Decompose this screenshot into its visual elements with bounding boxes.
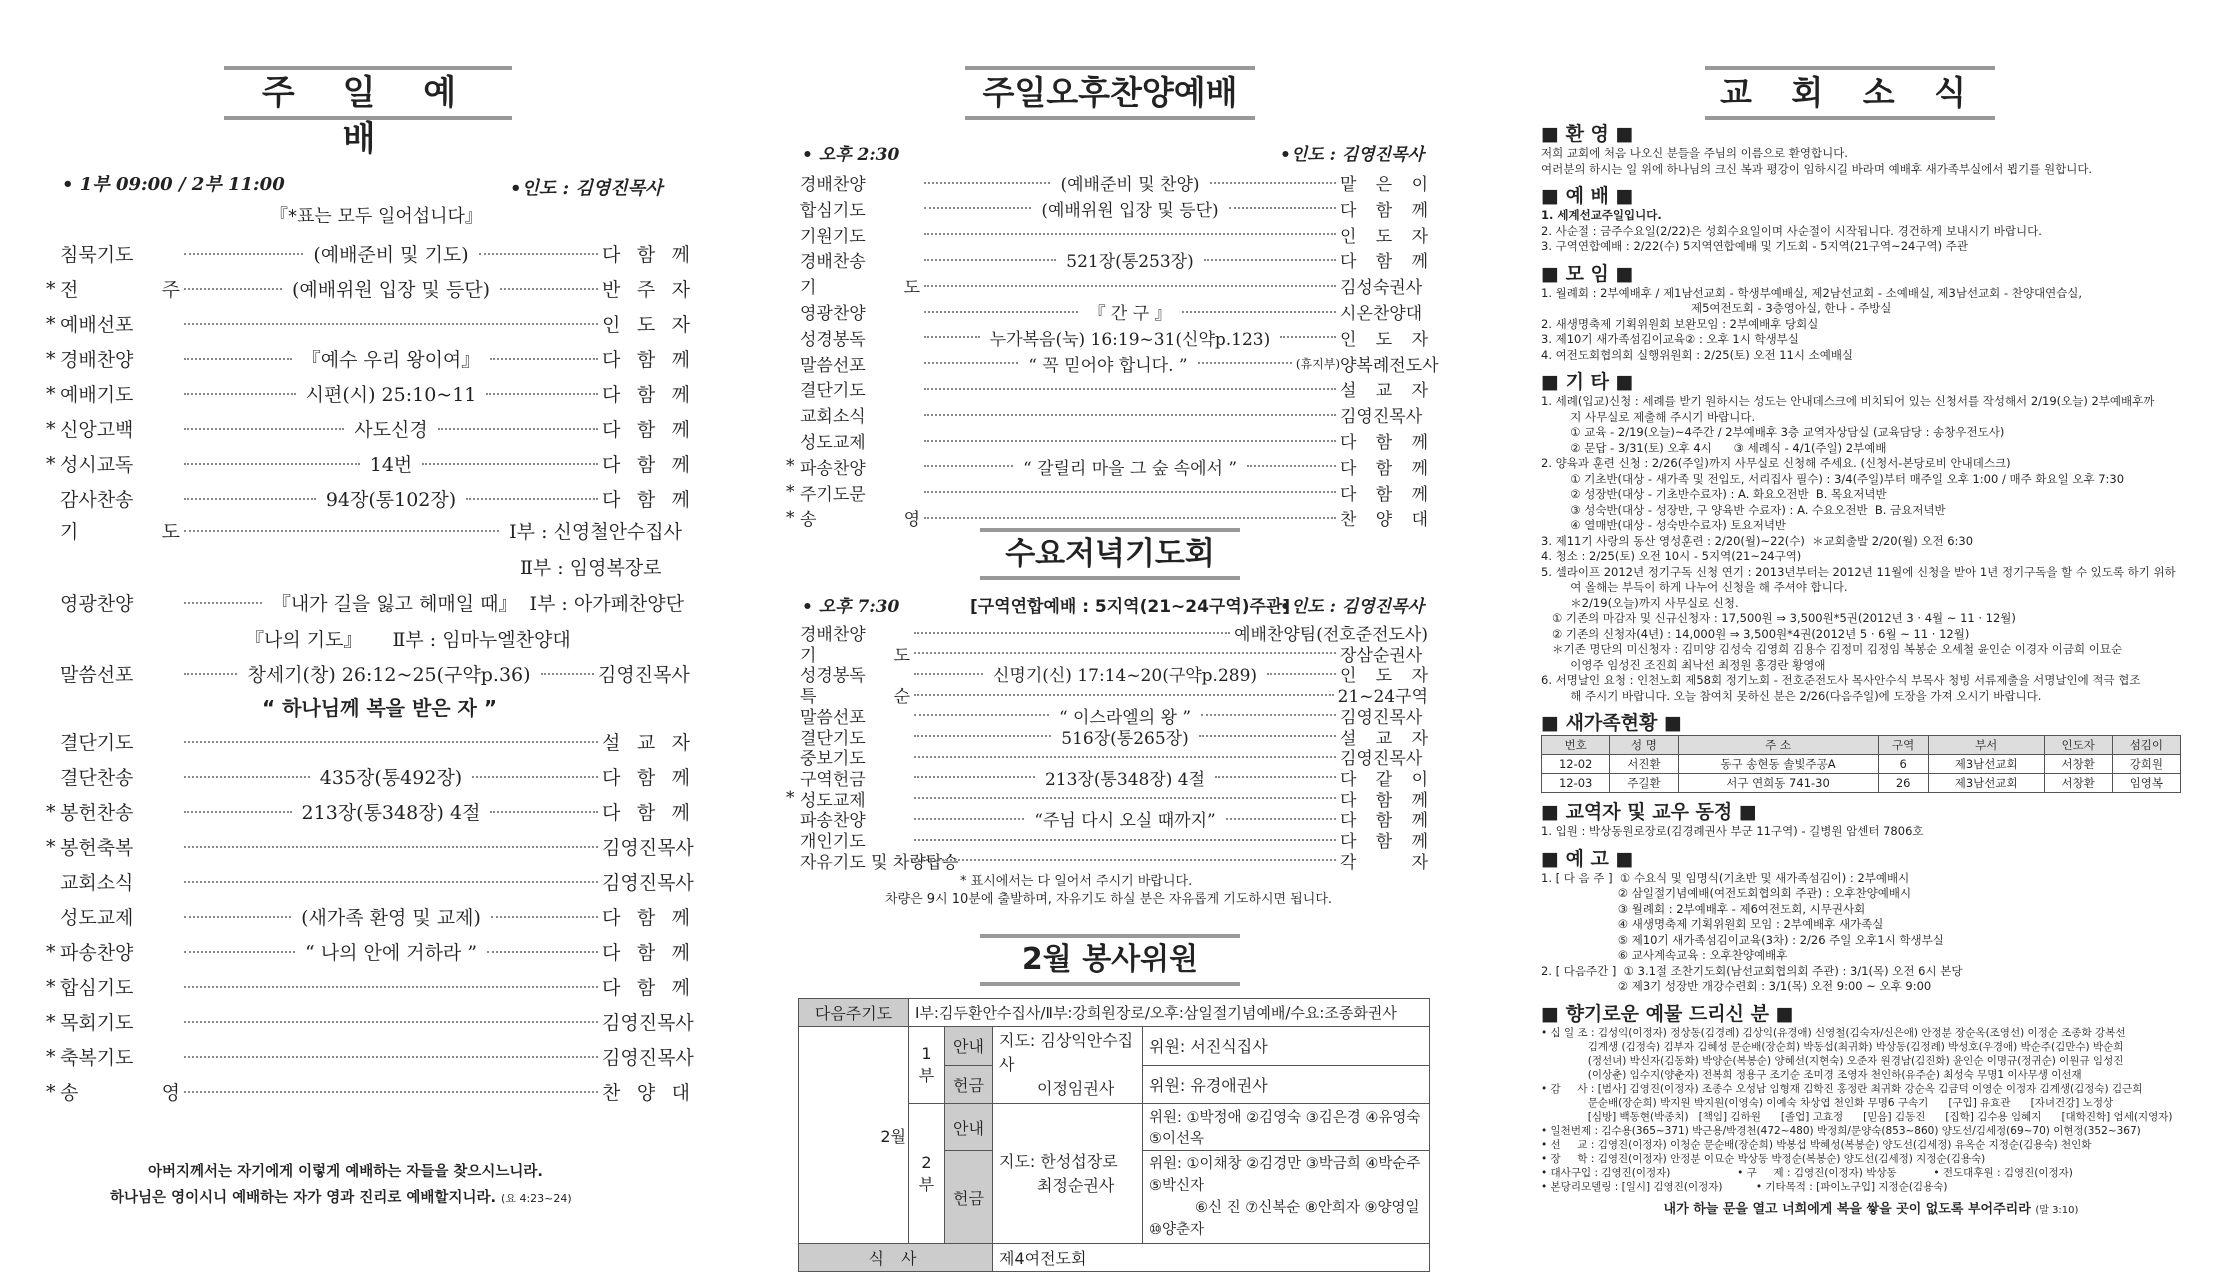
list-item: 1. 세례(입교)신청 : 세례를 받기 원하시는 성도는 안내데스크에 비치되어 있는 신청서를 작성해서 2/19(오늘) 2부예배후까 (1541, 394, 2155, 408)
list-item: • 장 학 : 김영진(이정자) 안정분 이묘순 박상동 박정순(복봉순) 양도선(김세정) 지정순(김용숙) (1541, 1152, 1986, 1165)
list-item: ② 문답 - 3/31(토) 오후 4시 ③ 세례식 - 4/1(주일) 2부예배 (1541, 440, 1887, 455)
afternoon-leader: •인도 : 김영진목사 (1280, 145, 1424, 165)
order-row: * 전 주 (예배위원 입장 및 등단) 반 주 자 (46, 277, 691, 301)
stand-mark: * (46, 1010, 56, 1033)
order-row-sermon: 말씀선포 창세기(창) 26:12~25(구약p.36) 김영진목사 (60, 664, 690, 686)
table-cell: 서창환 (2044, 774, 2112, 793)
order-row: 결단기도 설 교 자 (60, 732, 690, 754)
wednesday-note-1: * 표시에서는 다 일어서 주시기 바랍니다. (960, 874, 1193, 889)
column-header: 섬김이 (2112, 736, 2180, 755)
list-item: ② 삼일절기념예배(여전도회협의회 주관) : 오후찬양예배시 (1541, 886, 1912, 900)
list-item: • 일천번제 : 김수용(365~371) 박근용/박경천(472~480) 박정희/문양숙(853~860) 양도선/김세정(69~70) 이현정(352~367) (1541, 1124, 2141, 1137)
table-header (1542, 736, 2181, 755)
list-item: [심방] 백동현(박종치) [책임] 김하원 [졸업] 고효정 [믿음] 김동진 [집학] 김수용 임혜지 [대학진학] 엄세(지영자) (1541, 1110, 2173, 1123)
table-cell: 서구 연희동 741-30 (1678, 774, 1878, 793)
column-header: 구역 (1878, 736, 1928, 755)
news-body: ■ 환 영 ■ 저희 교회에 처음 나오신 분들을 주님의 이름으로 환영합니다. 여러분의 하시는 일 위에 하나님의 크신 복과 평강이 임하시길 바라며 예배후 새가족부실에서 뵙기를 원합니다. ■ 예 배 ■ 1. 세계선교주일입니다. 2. 사순절 : 금주수요일(2/22)은 성회수요일이며 사순절이 시작됩니다. 경건하게 보내시기 바랍니다. 3. 구역연합예배 : 2/22(수) 5지역연합예배 및 기도회 - 5지역(21구역~24구역) 주관 ■ 모 임 ■ 1. 월례회 : 2부예배후 / 제1남선교회 - 학생부예배실, 제2남선교회 - 소예배실, 제3남선교회 - 찬양대연습실, 제5여전도회 - 3층영아실, 한나 - 주방실 2. 새생명축제 기획위원회 보완모임 : 2부예배후 당회실 3. 제10기 새가족섬김이교육② : 오후 1시 학생부실 4. 여전도회협의회 실행위원회 : 2/25(토) 오전 11시 소예배실 ■ 기 타 ■ 1. 세례(입교)신청 : 세례를 받기 원하시는 성도는 안내데스크에 비치되어 있는 신청서를 작성해서 2/19(오늘) 2부예배후까 지 사무실로 제출해 주시기 바랍니다. ① 교육 - 2/19(오늘)~4주간 / 2부예배후 3층 교역자상담실 (교육담당 : 송창우전도사) ② 문답 - 3/31(토) 오후 4시 ③ 세례식 - 4/1(주일) 2부예배 2. 양육과 훈련 신청 : 2/26(주일)까지 사무실로 신청해 주세요. (신청서-본당로비 안내데스크) ① 기초반(대상 - 새가족 및 전입도, 서리집사 필수) : 3/4(주일)부터 매주일 오후 1:00 / 매주 화요일 오후 7:30 ② 성장반(대상 - 기초반수료자) : A. 화요오전반 B. 목요저녁반 ③ 성숙반(대상 - 성장반, 구 양육반 수료자) : A. 수요오전반 B. 금요저녁반 ④ 열매반(대상 - 성숙반수료자) 토요저녁반 3. 제11기 사랑의 동산 영성훈련 : 2/20(월)~22(수) ＊교회출발 2/20(월) 오전 6:30 4. 청소 : 2/25(토) 오전 10시 - 5지역(21~24구역) 5. 셀라이프 2012년 정기구독 신청 연기 : 2013년부터는 2012년 11월에 신청을 받아 1년 정기구독을 할 수 있도록 하기 위하 여 올해는 부득이 하게 나누어 신청을 해 주셔야 합니다. ＊2/19(오늘)까지 사무실로 신청. ① 기존의 마감자 및 신규신청자 : 17,500원 ⇒ 3,500원*5권(2012년 3 · 4월 ~ 11 · 12월) ② 기존의 신청자(4년) : 14,000원 ⇒ 3,500원*4권(2012년 5 · 6월 ~ 11 · 12월) ＊기존 명단의 미신청자 : 김미양 김성숙 김영희 김용수 김정미 김정임 복봉순 오세철 윤인순 이경자 이금희 이묘순 이영주 임성진 조진희 최낙선 최정원 홍경란 황영애 6. 서명날인 요청 : 인천노회 제58회 정기노회 - 전호준전도사 목사안수식 부목사 청빙 서류제출을 서명날인에 적극 협조 해 주시기 바랍니다. 오늘 참여치 못하신 분은 2/26(다음주일)에 도장을 가져 오시기 바랍니다. ■ 새가족현황 ■ 번호 성 명 주 소 구역 부서 인도자 섬김이 12-02 서진환 동구 송현동 솔빛주공A 6 제3남선교회 서창환 강희원 12-03 주길환 서구 연희동 741-30 26 제3남선교회 서창환 임영복 ■ 교역자 및 교우 동정 ■ 1. 입원 : 박상동원로장로(김경례권사 부군 11구역) - 길병원 암센터 7806호 ■ 예 고 ■ 1. [ 다 음 주 ] ① 수요식 및 임명식(기초반 및 새가족섬김이) : 2부예배시 ② 삼일절기념예배(여전도회협의회 주관) : 오후찬양예배시 ③ 월례회 : 2부예배후 - 제6여전도회, 시무권사회 ④ 새생명축제 기획위원회 모임 : 2부예배후 새가족실 ⑤ 제10기 새가족섬김이교육(3차) : 2/26 주일 오후1시 학생부실 ⑥ 교사계속교육 : 오후찬양예배후 2. [ 다음주간 ] ① 3.1절 조찬기도회(남선교회협의회 주관) : 3/1(목) 오전 6시 본당 ② 제3기 성장반 개강수련회 : 3/1(목) 오전 9:00 ~ 오후 9:00 ■ 향기로운 예물 드리신 분 ■ • 십 일 조 : 김성익(이정자) 정상동(김경례) 김상익(유경애) 신영철(김숙자/신은애) 안정분 장순옥(조영선) 이정순 조종화 강복선 김계생 (김정숙) 김부자 김혜성 문순배(장순희) 박동섭(최귀화) 박상동(김정례) 박성호(우경애) 박순주(김만수) 박순희 (정선녀) 박신자(김동화) 박양순(복봉순) 양혜선(지현숙) 오준자 원경남(김진화) 윤인순 이명규(정귀순) 이원규 임성진 (이상춘) 임수지(양춘자) 전복희 정용구 조기순 조미경 조영자 천인하(유주순) 최성숙 무명1 이사무생 이선재 • 감 사 : [범사] 김영진(이정자) 조종수 오성남 임형재 김학진 홍정란 최귀화 강순옥 김금덕 이영순 이정자 김계생(김정숙) 김근희 문순배(장순희) 박지원 박지원(이영숙) 이예숙 차상엽 천인화 무명6 구속기 [구입] 유효관 [자녀건강] 노정상 [심방] 백동현(박종치) [책임] 김하원 [졸업] 고효정 [믿음] 김동진 [집학] 김수용 임혜지 [대학진학] 엄세(지영자) • 일천번제 : 김수용(365~371) 박근용/박경천(472~480) 박정희/문양숙(853~860) 양도선/김세정(69~70) 이현정(352~367) • 선 교 : 김영진(이정자) 이청순 문순배(장순희) 박봉섭 박혜성(복봉순) 양도선(김세정) 유옥순 지정순(김용숙) 천인화 • 장 학 : 김영진(이정자) 안정분 이묘순 박상동 박정순(복봉순) 양도선(김세정) 지정순(김용숙) • 대사구입 : 김영진(이정자) • 구 제 : 김영진(이정자) 박상동 • 전도대후원 : 김영진(이정자) • 본당리모델링 : [일시] 김영진(이정자) • 기타목적 : [파이노구입] 지정순(김용숙) 내가 하늘 문을 열고 너희에게 복을 쌓을 곳이 없도록 부어주리라 (말 3:10) (1541, 115, 2201, 1217)
order-row-praise: 영광찬양 『내가 길을 잃고 헤매일 때』 Ⅰ부 : 아가페찬양단 (60, 593, 684, 615)
list-item: 6. 서명날인 요청 : 인천노회 제58회 정기노회 - 전호준전도사 목사안수식 부목사 청빙 서류제출을 서명날인에 적극 협조 (1541, 673, 2141, 687)
order-row: * 파송찬양 “ 나의 안에 거하라 ” 다 함 께 (46, 940, 691, 964)
order-row: 구역헌금 213장(통348장) 4절 다 같 이 (800, 769, 1429, 790)
list-item: 4. 청소 : 2/25(토) 오전 10시 - 5지역(21~24구역) (1541, 549, 1802, 563)
afternoon-time: • 오후 2:30 (802, 145, 900, 165)
list-item: ④ 열매반(대상 - 성숙반수료자) 토요저녁반 (1541, 518, 1787, 532)
list-item: 이영주 임성진 조진희 최낙선 최정원 홍경란 황영애 (1541, 657, 1826, 672)
wednesday-note-2: 차량은 9시 10분에 출발하며, 자유기도 하실 분은 자유롭게 기도하시면 됩니다. (885, 892, 1333, 907)
table-cell: 제3남선교회 (1928, 774, 2044, 793)
list-item: 3. 제11기 사랑의 동산 영성훈련 : 2/20(월)~22(수) ＊교회출발 2/20(월) 오전 6:30 (1541, 533, 1974, 548)
church-news-title: 교 회 소 식 (1705, 66, 1995, 120)
order-row: 개인기도 다 함 께 (800, 832, 1428, 852)
stand-mark: * (786, 482, 795, 503)
column-header: 성 명 (1610, 736, 1678, 755)
order-row: 성경봉독 누가복음(눅) 16:19~31(신약p.123) 인 도 자 (800, 329, 1428, 350)
table-cell: 12-02 (1542, 755, 1610, 774)
church-news-column (1535, 0, 2215, 1240)
list-item: ③ 월례회 : 2부예배후 - 제6여전도회, 시무권사회 (1541, 901, 1866, 916)
list-item: 지 사무실로 제출해 주시기 바랍니다. (1541, 409, 1756, 424)
bible-verse-2: 하나님은 영이시니 예배하는 자가 영과 진리로 예배할지니라. (요 4:23~24) (110, 1190, 572, 1206)
sunday-service-title: 주 일 예 배 (224, 66, 512, 120)
order-row: 결단기도 설 교 자 (800, 381, 1428, 402)
wednesday-leader: •인도 : 김영진목사 (1280, 597, 1424, 617)
order-row: * 송 영 찬 양 대 (46, 1080, 690, 1104)
table-row (1542, 755, 2181, 774)
order-row: 중보기도 김영진목사 (800, 749, 1423, 770)
stand-mark: * (46, 975, 56, 998)
footer-verse: 내가 하늘 문을 열고 너희에게 복을 쌓을 곳이 없도록 부어주리라 (말 3:10) (1663, 1201, 2079, 1217)
order-row: * 예배기도 시편(시) 25:10~11 다 함 께 (46, 382, 690, 406)
table-cell: 6 (1878, 755, 1928, 774)
stand-mark: * (46, 1080, 56, 1103)
volunteers-title: 2월 봉사위원 (980, 934, 1240, 986)
order-row: * 경배찬양 『예수 우리 왕이여』 다 함 께 (46, 347, 690, 371)
list-item: • 대사구입 : 김영진(이정자) • 구 제 : 김영진(이정자) 박상동 • 전도대후원 : 김영진(이정자) (1541, 1166, 2073, 1179)
order-row: * 축복기도 김영진목사 (46, 1045, 694, 1069)
stand-mark: * (46, 312, 56, 335)
order-row: 결단찬송 435장(통492장) 다 함 께 (60, 767, 691, 789)
list-item: ② 성장반(대상 - 기초반수료자) : A. 화요오전반 B. 목요저녁반 (1541, 487, 1887, 501)
order-row: 경배찬양 예배찬양팀(전호준전도사) (800, 625, 1428, 645)
order-row: 파송찬양 “주님 다시 오실 때까지” 다 함 께 (800, 811, 1428, 832)
order-row: 기원기도 인 도 자 (800, 226, 1428, 247)
table-row (1542, 774, 2181, 793)
order-row: * 신앙고백 사도신경 다 함 께 (46, 417, 691, 441)
stand-mark: * (46, 940, 56, 963)
sermon-title: “ 하나님께 복을 받은 자 ” (262, 696, 497, 720)
misc-list (1541, 394, 2201, 704)
list-item: ＊기존 명단의 미신청자 : 김미양 김성숙 김영희 김용수 김정미 김정임 복봉순 오세철 윤인순 이경자 이금희 이묘순 (1541, 642, 2123, 656)
stand-mark: * (786, 456, 795, 477)
table-cell: 26 (1878, 774, 1928, 793)
order-row: 결단기도 516장(통265장) 설 교 자 (800, 728, 1428, 749)
stand-mark: * (46, 347, 56, 370)
table-cell: 임영복 (2112, 774, 2180, 793)
wednesday-title: 수요저녁기도회 (980, 528, 1240, 580)
wednesday-time: • 오후 7:30 (802, 597, 900, 617)
stand-mark: * (786, 507, 795, 528)
list-item: ④ 새생명축제 기획위원회 모임 : 2부예배후 새가족실 (1541, 917, 1884, 931)
order-row: 침묵기도 (예배준비 및 기도) 다 함 께 (60, 244, 691, 266)
order-row: 성도교제 (새가족 환영 및 교제) 다 함 께 (60, 907, 690, 929)
order-row: 말씀선포 “ 꼭 믿어야 합니다. ” (휴지부) 양복례전도사 (800, 355, 1439, 376)
volunteers-table: 다음주기도 Ⅰ부:김두환안수집사/Ⅱ부:강희원장로/오후:삼일절기념예배/수요:조종화권사 2월 1부 안내 지도: 김상익안수집사 이정임권사 위원: 서진식집사 헌금 위원: 유경애권사 2부 안내 지도: 한성섭장로 최정순권사 위원: ①박정애 ②김영숙 ③김은경 ④유영숙 ⑤이선옥 헌금 위원: ①이채창 ②김경만 ③박금희 ④박순주 ⑤박신자 ⑥신 진 ⑦신복순 ⑧안희자 ⑨양영일 ⑩양춘자 식 사 제4여전도회 (798, 998, 1430, 1272)
list-item: 1. [ 다 음 주 ] ① 수요식 및 임명식(기초반 및 새가족섬김이) : 2부예배시 (1541, 870, 1910, 885)
sunday-service-column (0, 0, 728, 1240)
announce-list (1541, 871, 2201, 995)
stand-mark: * (46, 1045, 56, 1068)
order-row: * 주기도문 다 함 께 (786, 482, 1428, 505)
offering-list (1541, 1026, 2201, 1194)
order-row: * 봉헌찬송 213장(통348장) 4절 다 함 께 (46, 800, 690, 824)
list-item: ② 제3기 성장반 개강수련회 : 3/1(목) 오전 9:00 ~ 오후 9:00 (1541, 979, 1932, 993)
service-time: • 1부 09:00 / 2부 11:00 (62, 174, 285, 195)
stand-mark: * (46, 417, 56, 440)
column-header: 주 소 (1678, 736, 1878, 755)
order-row: 기 도 장삼순권사 (800, 645, 1423, 666)
stand-mark: * (46, 382, 56, 405)
praise-second: 『나의 기도』 Ⅱ부 : 임마누엘찬양대 (245, 629, 571, 651)
list-item: (이상춘) 임수지(양춘자) 전복희 정용구 조기순 조미경 조영자 천인하(유주순) 최성숙 무명1 이사무생 이선재 (1541, 1068, 2082, 1081)
order-row: 경배찬송 521장(통253장) 다 함 께 (800, 252, 1428, 273)
order-row: 성도교제 다 함 께 (800, 433, 1428, 453)
list-item: 문순배(장순희) 박지원 박지원(이영숙) 이예숙 차상엽 천인화 무명6 구속기 [구입] 유효관 [자녀건강] 노정상 (1541, 1096, 2114, 1109)
order-row: 성경봉독 신명기(신) 17:14~20(구약p.289) 인 도 자 (800, 666, 1429, 687)
order-row: * 파송찬양 “ 갈릴리 마을 그 숲 속에서 ” 다 함 께 (786, 456, 1428, 479)
list-item: • 본당리모델링 : [일시] 김영진(이정자) • 기타목적 : [파이노구입] 지정순(김용숙) (1541, 1180, 1948, 1193)
table-cell: 제3남선교회 (1928, 755, 2044, 774)
table-cell: 강희원 (2112, 755, 2180, 774)
order-row: 합심기도 (예배위원 입장 및 등단) 다 함 께 (800, 200, 1428, 221)
stand-mark: * (46, 800, 56, 823)
order-row: * 목회기도 김영진목사 (46, 1010, 694, 1034)
list-item: (정선녀) 박신자(김동화) 박양순(복봉순) 양혜선(지현숙) 오준자 원경남(김진화) 윤인순 이명규(정귀순) 이원규 임성진 (1541, 1054, 2124, 1067)
order-row: 경배찬양 (예배준비 및 찬양) 맡 은 이 (800, 175, 1428, 195)
new-family-table (1541, 735, 2181, 793)
order-row: 영광찬양 『 간 구 』 시온찬양대 (800, 304, 1423, 324)
table-cell: 주길환 (1610, 774, 1678, 793)
order-row: 기 도 김성숙권사 (800, 278, 1423, 299)
order-row: * 성도교제 다 함 께 (786, 788, 1428, 811)
list-item: ① 기초반(대상 - 새가족 및 전입도, 서리집사 필수) : 3/4(주일)부터 매주일 오후 1:00 / 매주 화요일 오후 7:30 (1541, 471, 2125, 486)
table-cell: 12-03 (1542, 774, 1610, 793)
stand-mark: * (786, 788, 795, 809)
list-item: 여 올해는 부득이 하게 나누어 신청을 해 주셔야 합니다. (1541, 580, 1848, 594)
column-header: 인도자 (2044, 736, 2112, 755)
order-row: 교회소식 김영진목사 (800, 407, 1423, 428)
list-item: ＊2/19(오늘)까지 사무실로 신청. (1541, 595, 1739, 610)
list-item: 5. 셀라이프 2012년 정기구독 신청 연기 : 2013년부터는 2012년 11월에 신청을 받아 1년 정기구독을 할 수 있도록 하기 위하 (1541, 564, 2176, 579)
list-item: ① 교육 - 2/19(오늘)~4주간 / 2부예배후 3층 교역자상담실 (교육담당 : 송창우전도사) (1541, 425, 2005, 439)
order-row: * 봉헌축복 김영진목사 (46, 835, 694, 859)
order-row: 자유기도 및 차량탑승 각 자 (800, 852, 1428, 873)
list-item: 2. [ 다음주간 ] ① 3.1절 조찬기도회(남선교회협의회 주관) : 3/1(목) 오전 6시 본당 (1541, 963, 1963, 978)
stand-mark: * (46, 452, 56, 475)
prayer-second: Ⅱ부 : 임영복장로 (520, 557, 662, 579)
column-header: 부서 (1928, 736, 2044, 755)
order-row: 말씀선포 “ 이스라엘의 왕 ” 김영진목사 (800, 707, 1423, 728)
list-item: 해 주시기 바랍니다. 오늘 참여치 못하신 분은 2/26(다음주일)에 도장을 가져 오시기 바랍니다. (1541, 688, 2042, 703)
table-cell: 서창환 (2044, 755, 2112, 774)
list-item: • 십 일 조 : 김성익(이정자) 정상동(김경례) 김상익(유경애) 신영철(김숙자/신은애) 안정분 장순옥(조영선) 이정순 조종화 강복선 (1541, 1026, 2126, 1039)
table-cell: 서진환 (1610, 755, 1678, 774)
order-row: * 예배선포 인 도 자 (46, 312, 690, 336)
list-item: ③ 성숙반(대상 - 성장반, 구 양육반 수료자) : A. 수요오전반 B. 금요저녁반 (1541, 502, 1946, 517)
stand-mark: * (46, 277, 56, 300)
list-item: • 감 사 : [범사] 김영진(이정자) 조종수 오성남 임형재 김학진 홍정란 최귀화 강순옥 김금덕 이영순 이정자 김계생(김정숙) 김근희 (1541, 1082, 2143, 1095)
table-cell: 동구 송현동 솔빛주공A (1678, 755, 1878, 774)
bible-verse-1: 아버지께서는 자기에게 이렇게 예배하는 자들을 찾으시느니라. (148, 1164, 543, 1180)
order-row: * 송 영 찬 양 대 (786, 507, 1428, 531)
list-item: ① 기존의 마감자 및 신규신청자 : 17,500원 ⇒ 3,500원*5권(2012년 3 · 4월 ~ 11 · 12월) (1541, 611, 2016, 625)
standing-note: 『*표는 모두 일어섭니다』 (270, 206, 483, 227)
afternoon-service-column (760, 0, 1460, 1268)
list-item: ② 기존의 신청자(4년) : 14,000원 ⇒ 3,500원*4권(2012년 5 · 6월 ~ 11 · 12월) (1541, 626, 1970, 641)
afternoon-service-title: 주일오후찬양예배 (965, 66, 1255, 120)
list-item: ⑤ 제10기 새가족섬김이교육(3차) : 2/26 주일 오후1시 학생부실 (1541, 932, 1944, 947)
list-item: • 선 교 : 김영진(이정자) 이청순 문순배(장순희) 박봉섭 박혜성(복봉순) 양도선(김세정) 유옥순 지정순(김용숙) 천인화 (1541, 1138, 2092, 1151)
order-row: * 성시교독 14번 다 함 께 (46, 452, 690, 476)
wednesday-sub: [구역연합예배 : 5지역(21~24구역)주관] (970, 597, 1291, 617)
order-row: 특 순 21~24구역 (800, 687, 1428, 708)
list-item: ⑥ 교사계속교육 : 오후찬양예배후 (1541, 948, 1788, 962)
stand-mark: * (46, 835, 56, 858)
column-header: 번호 (1542, 736, 1610, 755)
order-row: * 합심기도 다 함 께 (46, 975, 690, 999)
order-row-prayer: 기 도 Ⅰ부 : 신영철안수집사 (60, 521, 682, 543)
list-item: 2. 양육과 훈련 신청 : 2/26(주일)까지 사무실로 신청해 주세요. (신청서-본당로비 안내데스크) (1541, 456, 2011, 470)
service-leader: •인도 : 김영진목사 (510, 178, 663, 199)
order-row: 감사찬송 94장(통102장) 다 함 께 (60, 489, 690, 511)
order-row: 교회소식 김영진목사 (60, 872, 694, 894)
list-item: 김계생 (김정숙) 김부자 김혜성 문순배(장순희) 박동섭(최귀화) 박상동(김정례) 박성호(우경애) 박순주(김만수) 박순희 (1541, 1040, 2124, 1053)
